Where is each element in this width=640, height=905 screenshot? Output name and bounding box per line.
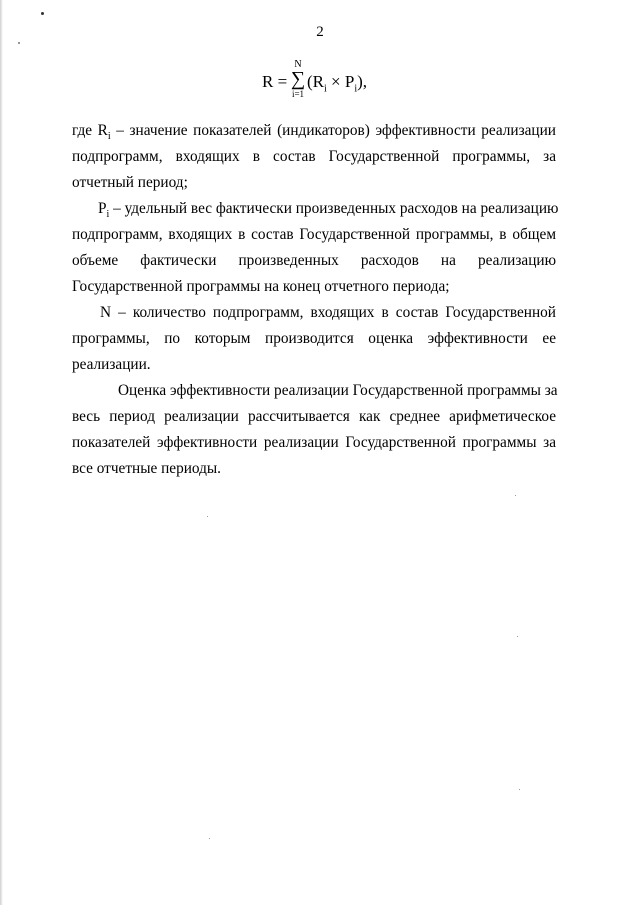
sigma-symbol: ∑ — [290, 68, 306, 90]
sum-lower-limit: i=1 — [291, 89, 305, 99]
text-line: где $R_i$ – значение показателей (индикаторов) эффективности реализации — [72, 122, 556, 143]
text-line: Государственной программы на конец отчетного периода; — [72, 278, 450, 295]
scan-edge-shadow — [0, 0, 3, 905]
paragraph-pi-definition — [72, 196, 559, 300]
formula-lhs: R = — [262, 72, 288, 91]
scan-speck — [517, 636, 518, 637]
rhs-open: (R — [307, 72, 324, 91]
rhs-subscript-r: i — [324, 83, 327, 95]
text-line: $P_i$ – удельный вес фактически произведенных расходов на реализацию — [98, 200, 559, 221]
scan-speck — [41, 12, 44, 15]
scan-speck — [18, 42, 20, 44]
scan-speck — [207, 516, 208, 517]
paragraph-overall-evaluation — [72, 378, 556, 482]
rhs-times: × P — [326, 72, 355, 91]
scan-speck — [209, 838, 210, 839]
rhs-subscript-p: i — [354, 83, 358, 95]
text-line: весь период реализации рассчитывается как среднее арифметическое — [72, 408, 556, 425]
page-number: 2 — [316, 24, 324, 40]
text-line: отчетный период; — [72, 174, 188, 191]
text-line: подпрограмм, входящих в состав Государственной программы, в общем — [72, 226, 556, 243]
scan-speck — [515, 495, 516, 496]
paragraph-ri-definition — [72, 118, 556, 196]
text-line: подпрограмм, входящих в состав Государственной программы, за — [72, 148, 556, 165]
text-line: показателей эффективности реализации Государственной программы за — [72, 434, 556, 451]
text-line: программы, по которым производится оценка эффективности ее — [72, 330, 556, 347]
paragraph-n-definition — [72, 300, 556, 378]
formula-rhs — [307, 72, 367, 94]
sum-upper-limit: N — [294, 59, 302, 70]
text-line: объеме фактически произведенных расходов на реализацию — [72, 252, 556, 269]
text-line: все отчетные периоды. — [72, 460, 222, 477]
scan-speck — [519, 789, 520, 790]
text-line: N – количество подпрограмм, входящих в состав Государственной — [100, 304, 556, 321]
rhs-close: ), — [357, 72, 368, 91]
text-line: Оценка эффективности реализации Государственной программы за — [118, 382, 558, 399]
text-line: реализации. — [72, 356, 151, 373]
